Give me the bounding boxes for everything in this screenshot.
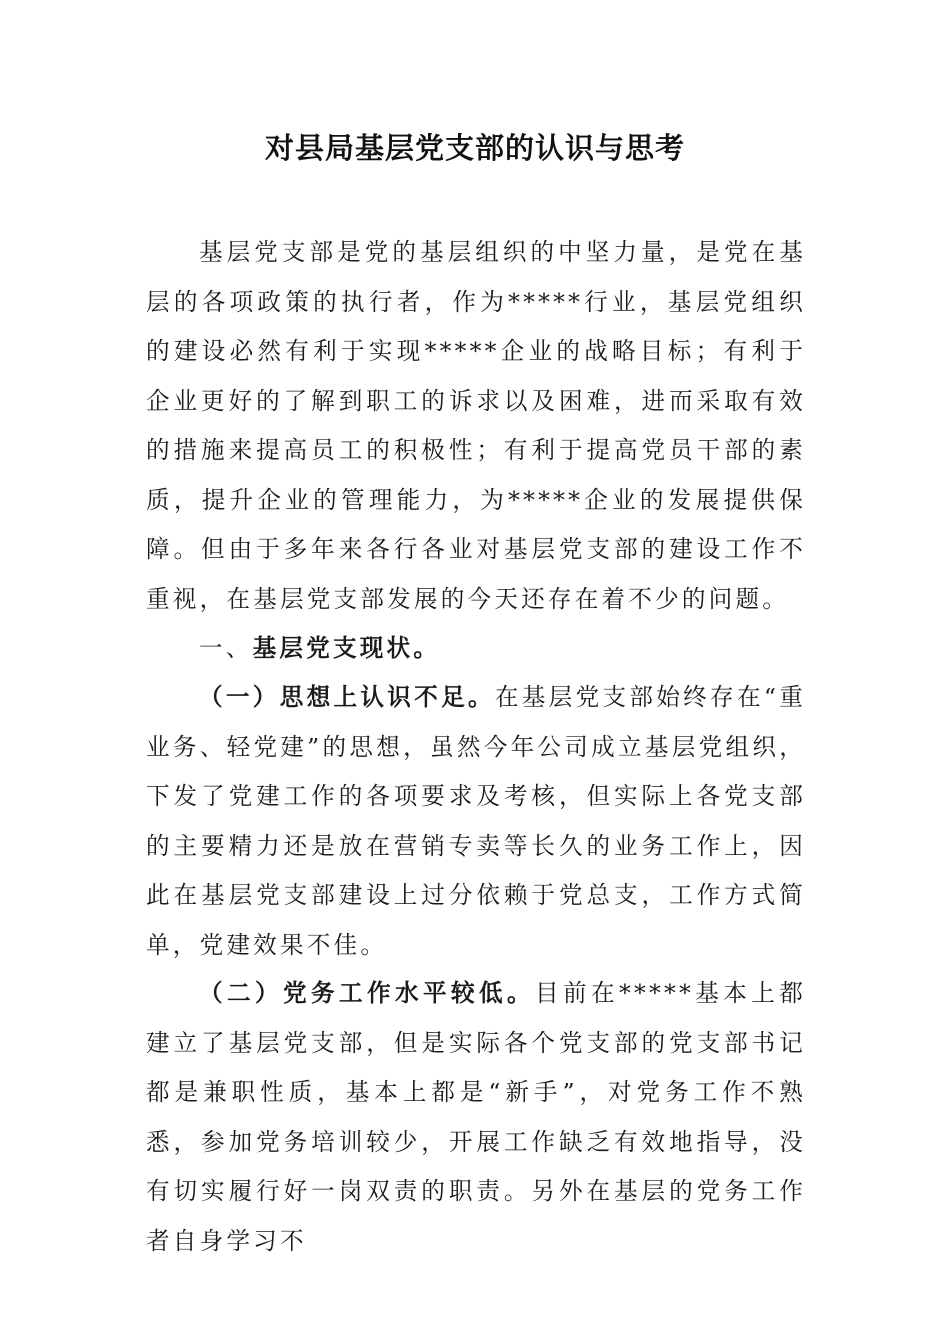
document-title: 对县局基层党支部的认识与思考 (264, 131, 685, 165)
item-2-heading: （二）党务工作水平较低。 (199, 979, 536, 1007)
intro-paragraph: 基层党支部是党的基层组织的中坚力量，是党在基层的各项政策的执行者，作为*****行业，基层党组织的建设必然有利于实现*****企业的战略目标；有利于企业更好的了解到职工的诉求以及困难，进而采取有效的措施来提高员工的积极性；有利于提高党员干部的素质，提升企业的管理能力，为*****企业的发展提供保障。但由于多年来各行各业对基层党支部的建设工作不重视，在基层党支部发展的今天还存在着不少的问题。 (146, 238, 806, 613)
section-heading (146, 624, 806, 674)
section-number: 一、 (199, 634, 253, 662)
item-2-text: 目前在*****基本上都建立了基层党支部，但是实际各个党支部的党支部书记都是兼职性质，基本上都是“新手”，对党务工作不熟悉，参加党务培训较少，开展工作缺乏有效地指导，没有切实履行好一岗双责的职责。另外在基层的党务工作者自身学习不 (146, 979, 807, 1255)
section-title: 基层党支现状。 (252, 634, 441, 662)
item-1-text: 在基层党支部始终存在“重业务、轻党建”的思想，虽然今年公司成立基层党组织，下发了党建工作的各项要求及考核，但实际上各党支部的主要精力还是放在营销专卖等长久的业务工作上，因此在基层党支部建设上过分依赖于党总支，工作方式简单，党建效果不佳。 (146, 683, 806, 959)
item-2-paragraph (146, 969, 806, 1266)
item-1-paragraph (146, 673, 806, 970)
item-1-heading: （一）思想上认识不足。 (199, 683, 495, 711)
